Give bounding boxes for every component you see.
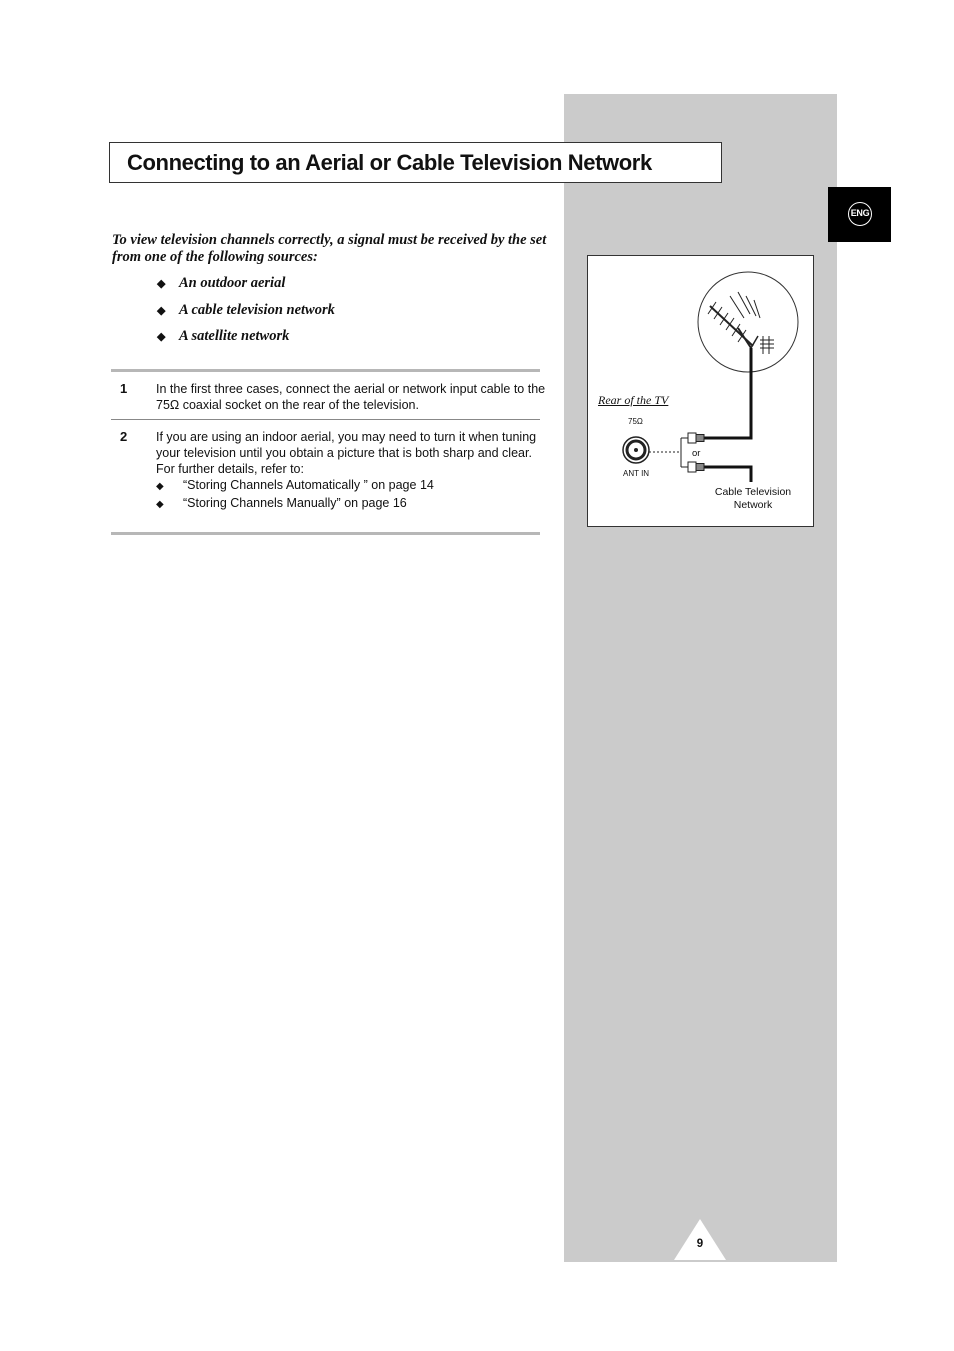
ant-in-socket-icon — [623, 437, 649, 463]
diamond-bullet-icon: ◆ — [156, 499, 164, 510]
step-number: 1 — [120, 381, 128, 396]
list-item — [157, 275, 335, 302]
intro-text: To view television channels correctly, a signal must be received by the set from one of the following sources: — [112, 232, 547, 265]
rear-of-tv-label: Rear of the TV — [598, 393, 669, 407]
diamond-bullet-icon: ◆ — [156, 481, 164, 492]
or-label: or — [692, 448, 701, 459]
diamond-bullet-icon: ◆ — [157, 304, 166, 317]
reference-item — [156, 477, 546, 495]
diamond-bullet-icon: ◆ — [157, 331, 166, 343]
diamond-bullet-icon: ◆ — [157, 278, 166, 290]
reference-label: “Storing Channels Automatically ” on page 14 — [183, 478, 434, 492]
title-box — [109, 142, 722, 183]
reference-label: “Storing Channels Manually” on page 16 — [183, 496, 407, 510]
page-title: Connecting to an Aerial or Cable Television Network — [127, 150, 652, 175]
antenna-circle — [698, 272, 798, 372]
step-divider — [111, 419, 540, 420]
step-content — [156, 429, 546, 513]
step-text: If you are using an indoor aerial, you may need to turn it when tuning your television until you obtain a picture that is both sharp and clear. — [156, 430, 537, 460]
section-divider — [111, 532, 540, 535]
list-item — [157, 328, 335, 355]
cable-network-label: Cable Television Network — [714, 486, 792, 511]
step-text: In the first three cases, connect the aerial or network input cable to the 75Ω coaxial socket on the rear of the television. — [156, 382, 546, 412]
section-divider — [111, 369, 540, 372]
step-refer-text: For further details, refer to: — [156, 462, 304, 476]
step-number: 2 — [120, 429, 128, 444]
connection-diagram — [587, 255, 814, 527]
language-badge: ENG — [848, 202, 872, 226]
reference-item — [156, 495, 546, 513]
page-number: 9 — [696, 1238, 704, 1250]
impedance-label: 75Ω — [628, 417, 643, 426]
source-list — [157, 275, 335, 355]
source-label: A satellite network — [179, 328, 290, 344]
list-item — [157, 302, 335, 329]
source-label: An outdoor aerial — [179, 275, 286, 291]
ant-in-label: ANT IN — [623, 469, 650, 478]
source-label: A cable television network — [179, 301, 335, 318]
